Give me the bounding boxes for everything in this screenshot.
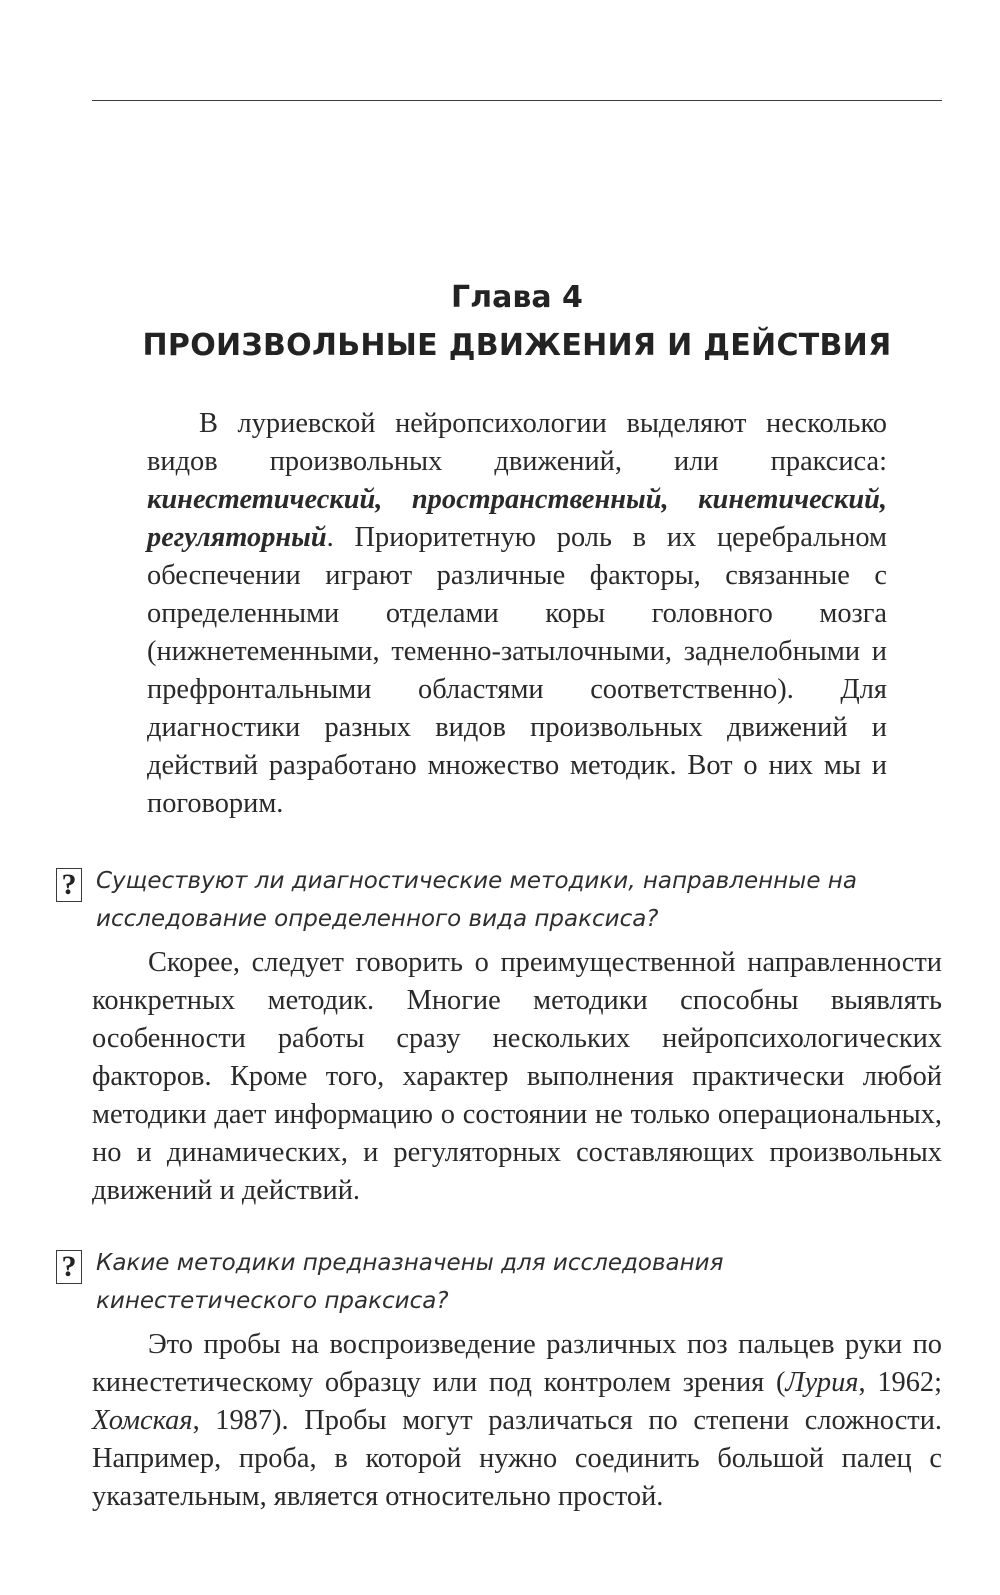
question-1: Существуют ли диагностические методики, направленные на исследование определенного вида праксиса? — [96, 868, 857, 932]
citation-year-1: , 1962; — [858, 1367, 943, 1398]
question-mark-icon: ? — [56, 868, 82, 902]
chapter-title: ПРОИЗВОЛЬНЫЕ ДВИЖЕНИЯ И ДЕЙСТВИЯ — [142, 328, 892, 363]
intro-paragraph — [147, 405, 887, 823]
chapter-heading — [92, 278, 942, 366]
question-mark-icon: ? — [56, 1250, 82, 1284]
intro-text-before: В луриевской нейропсихологии выделяют несколько видов произвольных движений, или праксиса: — [147, 408, 887, 477]
citation-author-1: Лурия — [785, 1367, 859, 1398]
answer-2-rest: , 1987). Пробы могут различаться по степени сложности. Например, проба, в которой нужно соединить большой палец с указательным, является относительно простой. — [92, 1405, 942, 1512]
question-2: Какие методики предназначены для исследования кинестетического праксиса? — [96, 1250, 724, 1314]
header-rule — [92, 100, 942, 101]
intro-text-after: . Приоритетную роль в их церебральном обеспечении играют различные факторы, связанные с определенными отделами коры головного мозга (нижнетеменными, теменно-затылочными, заднелобными и префронтальными областями соответственно). Для диагностики разных видов произвольных движений и действий разработано множество методик. Вот о них мы и поговорим. — [147, 522, 887, 819]
citation-author-2: Хомская — [92, 1405, 193, 1436]
answer-2 — [92, 1326, 942, 1516]
answer-2-start: Это пробы на воспроизведение различных поз пальцев руки по кинестетическому образцу или под контролем зрения ( — [92, 1329, 942, 1398]
chapter-number: Глава 4 — [451, 280, 583, 315]
intro-bold-terms: кинестетический, пространственный, кинетический, регуляторный — [147, 484, 887, 553]
answer-1: Скорее, следует говорить о преимущественной направленности конкретных методик. Многие методики способны выявлять особенности работы сразу нескольких нейропсихологических факторов. Кроме того, характер выполнения практически любой методики дает информацию о состоянии не только операциональных, но и динамических, и регуляторных составляющих произвольных движений и действий. — [92, 947, 942, 1206]
